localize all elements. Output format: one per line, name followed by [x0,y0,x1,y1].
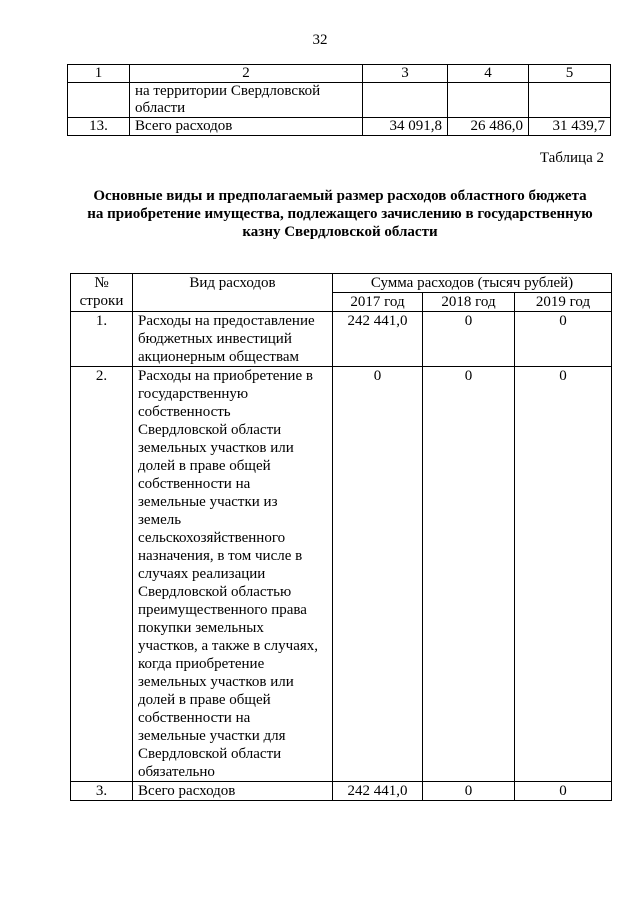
row-number: 1. [71,312,133,367]
page-number: 32 [312,32,328,48]
row-value-2017: 242 441,0 [333,312,423,367]
header-year: 2017 год [333,293,423,312]
heading-line: казну Свердловской области [242,224,438,240]
row-value [529,83,611,118]
header-cell: 5 [529,65,611,83]
table-header-row [71,274,612,293]
row-description: Всего расходов [133,782,333,801]
header-cell: 1 [68,65,130,83]
row-number [68,83,130,118]
row-description: Расходы на приобретение в государственную собственность Свердловской области земельных участков или долей в праве общей собственности на земельные участки из земель сельскохозяйственного назначения, в том числе в случаях реализации Свердловской областью преимущественного права покупки земельных участков, а также в случаях, когда приобретение земельных участков или долей в праве общей собственности на земельные участки для Свердловской области обязательно [133,367,333,782]
header-year: 2018 год [423,293,515,312]
row-value-2019: 0 [515,312,612,367]
row-number: 13. [68,118,130,136]
row-value-2018: 0 [423,312,515,367]
row-value-2018: 0 [423,782,515,801]
table-row [68,83,611,118]
header-sum: Сумма расходов (тысяч рублей) [333,274,612,293]
row-description: Расходы на предоставление бюджетных инвестиций акционерным обществам [133,312,333,367]
header-cell: 3 [363,65,448,83]
heading-line: Основные виды и предполагаемый размер расходов областного бюджета [93,188,587,204]
row-value: 34 091,8 [363,118,448,136]
header-row-number [71,274,133,312]
continued-table [67,64,611,136]
row-value-2019: 0 [515,367,612,782]
row-value-2017: 0 [333,367,423,782]
header-num-label: строки [79,293,124,309]
table-row [71,782,612,801]
heading-line: на приобретение имущества, подлежащего зачислению в государственную [87,206,593,222]
row-value: 26 486,0 [448,118,529,136]
row-value [448,83,529,118]
header-year: 2019 год [515,293,612,312]
row-value: 31 439,7 [529,118,611,136]
row-description: Всего расходов [130,118,363,136]
header-cell: 4 [448,65,529,83]
expenses-table [70,273,612,801]
table-row [71,312,612,367]
row-description: на территории Свердловской области [130,83,363,118]
header-num-symbol: № [94,275,109,291]
table-header-row [68,65,611,83]
row-number: 3. [71,782,133,801]
table-row [71,367,612,782]
header-cell: 2 [130,65,363,83]
row-value [363,83,448,118]
header-expense-type: Вид расходов [133,274,333,312]
row-number: 2. [71,367,133,782]
row-value-2017: 242 441,0 [333,782,423,801]
table-label: Таблица 2 [539,150,604,166]
table-heading [60,187,620,241]
table-row [68,118,611,136]
row-value-2019: 0 [515,782,612,801]
row-value-2018: 0 [423,367,515,782]
